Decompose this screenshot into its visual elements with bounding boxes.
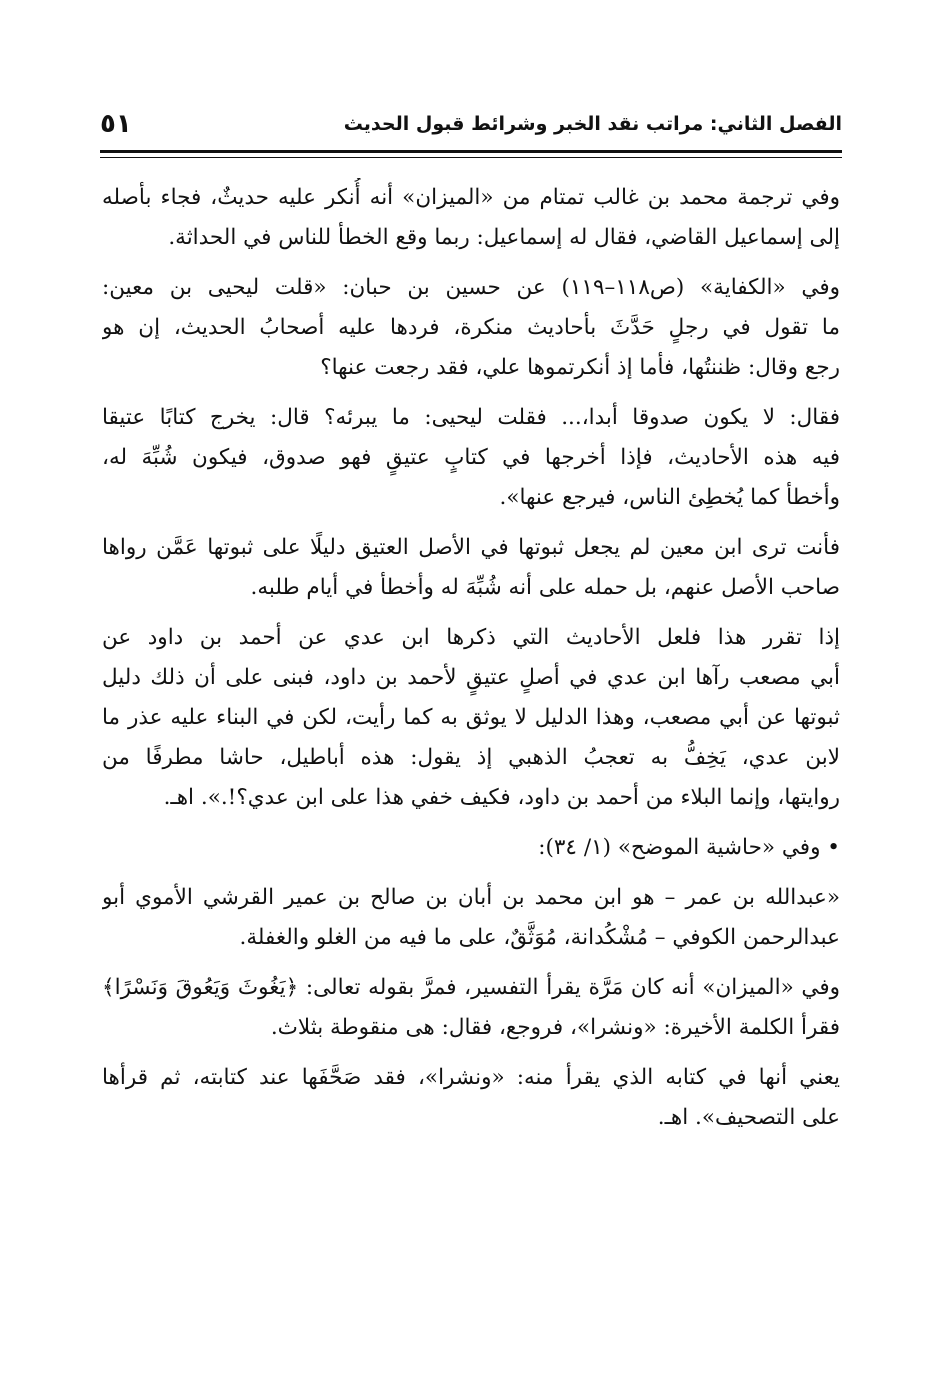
page-number: ٥١: [100, 109, 132, 139]
body-text: [102, 178, 840, 1148]
text-line: صاحب الأصل عنهم، بل حمله على أنه شُبِّهَ له وأخطأ في أيام طلبه.: [250, 575, 840, 600]
text-line: وأخطأ كما يُخطِئ الناس، فيرجع عنها».: [499, 485, 840, 510]
text-line: أبي مصعب رآها ابن عدي في أصلٍ عتيقٍ لأحمد بن داود، فبنى على أن ذلك دليل: [102, 665, 840, 690]
header-rule-thin: [100, 157, 842, 158]
text-line: ثبوتها عن أبي مصعب، وهذا الدليل لا يوثق به كما رأيت، لكن في البناء عليه عذر ما: [102, 705, 840, 730]
text-line: رجع وقال: ظننتُها، فأما إذ أنكرتموها علي، فقد رجعت عنها؟: [320, 355, 840, 380]
text-line: روايتها، وإنما البلاء من أحمد بن داود، فكيف خفي هذا على ابن عدي؟!.». اهـ.: [163, 785, 840, 810]
paragraph: [102, 1058, 840, 1138]
paragraph: [102, 828, 840, 868]
text-line: يعني أنها في كتابه الذي يقرأ منه: «ونشرا»، فقد صَحَّفَها عند كتابته، ثم قرأها: [102, 1065, 840, 1090]
text-line: عبدالرحمن الكوفي – مُشْكُدانة، مُوَثَّقٌ، على ما فيه من الغلو والغفلة.: [239, 925, 840, 950]
paragraph: [102, 968, 840, 1048]
text-line: ما تقول في رجلٍ حَدَّثَ بأحاديث منكرة، فردها عليه أصحابُ الحديث، إن هو: [102, 315, 840, 340]
text-line: على التصحيف». اهـ.: [657, 1105, 840, 1130]
text-line: فقال: لا يكون صدوقا أبدا،... فقلت ليحيى: ما يبرئه؟ قال: يخرج كتابًا عتيقا: [102, 405, 840, 430]
text-line: إذا تقرر هذا فلعل الأحاديث التي ذكرها ابن عدي عن أحمد بن داود عن: [102, 625, 840, 650]
text-line: فقرأ الكلمة الأخيرة: «ونشرا»، فروجع، فقال: هى منقوطة بثلاث.: [270, 1015, 840, 1040]
text-line: • وفي «حاشية الموضح» (١/ ٣٤):: [538, 835, 840, 860]
paragraph: [102, 268, 840, 388]
running-header: [100, 100, 842, 148]
paragraph: [102, 398, 840, 518]
chapter-title: الفصل الثاني: مراتب نقد الخبر وشرائط قبول الحديث: [343, 113, 842, 135]
header-rule-thick: [100, 150, 842, 153]
text-line: وفي «الكفاية» (ص١١٨–١١٩) عن حسين بن حبان: «قلت ليحيى بن معين:: [102, 275, 840, 300]
text-line: «عبدالله بن عمر – هو ابن محمد بن أبان بن صالح بن عمير القرشي الأموي أبو: [102, 885, 840, 910]
text-line: وفي ترجمة محمد بن غالب تمتام من «الميزان» أنه أُنكر عليه حديثٌ، فجاء بأصله: [102, 185, 840, 210]
text-line: إلى إسماعيل القاضي، فقال له إسماعيل: ربما وقع الخطأ للناس في الحداثة.: [168, 225, 840, 250]
text-line: وفي «الميزان» أنه كان مَرَّة يقرأ التفسير، فمرَّ بقوله تعالى: ﴿يَغُوثَ وَيَعُوقَ وَنَسْرًا﴾: [102, 975, 840, 1000]
paragraph: [102, 618, 840, 818]
paragraph: [102, 878, 840, 958]
text-line: فيه هذه الأحاديث، فإذا أخرجها في كتابٍ عتيقٍ فهو صدوق، فيكون شُبِّهَ له،: [102, 445, 840, 470]
paragraph: [102, 528, 840, 608]
text-line: لابن عدي، يَخِفُّ به تعجبُ الذهبي إذ يقول: هذه أباطيل، حاشا مطرفًا من: [102, 745, 840, 770]
paragraph: [102, 178, 840, 258]
text-line: فأنت ترى ابن معين لم يجعل ثبوتها في الأصل العتيق دليلًا على ثبوتها عَمَّن رواها: [102, 535, 840, 560]
